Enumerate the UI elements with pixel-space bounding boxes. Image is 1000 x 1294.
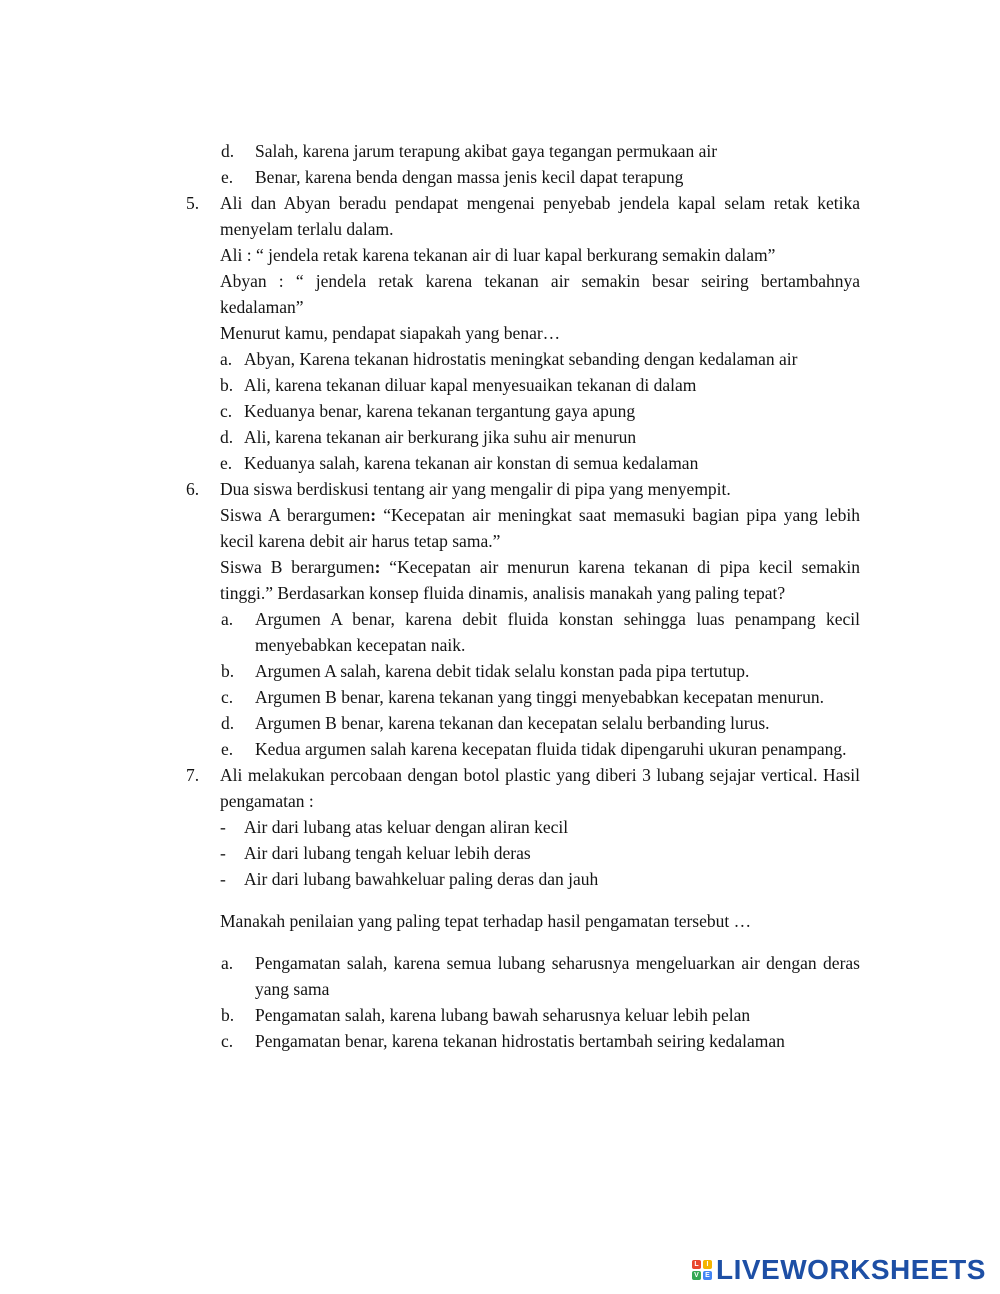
q5-option-a[interactable] (186, 346, 860, 372)
question-5-stem (186, 190, 860, 242)
option-text: Kedua argumen salah karena kecepatan fluida tidak dipengaruhi ukuran penampang. (255, 739, 847, 759)
spacer (186, 892, 860, 908)
q6-student-b-argument (186, 554, 860, 606)
q6-option-e[interactable] (186, 736, 860, 762)
q7-question: Manakah penilaian yang paling tepat terhadap hasil pengamatan tersebut … (220, 911, 752, 931)
q6-student-a-argument (186, 502, 860, 554)
q7-option-b[interactable] (186, 1002, 860, 1028)
logo-mark-tile: V (692, 1271, 701, 1280)
option-label: e. (220, 453, 233, 473)
option-label: c. (221, 687, 234, 707)
q7-observation (186, 840, 860, 866)
option-label: a. (221, 953, 234, 973)
student-b-text: “Kecepatan air menurun karena tekanan di pipa kecil semakin tinggi.” Berdasarkan konsep fluida dinamis, analisis manakah yang paling tepat? (220, 557, 860, 603)
question-text: Dua siswa berdiskusi tentang air yang mengalir di pipa yang menyempit. (220, 479, 731, 499)
q7-option-c[interactable] (186, 1028, 860, 1054)
student-b-prefix: Siswa B berargumen (220, 557, 375, 577)
question-text: Ali melakukan percobaan dengan botol plastic yang diberi 3 lubang sejajar vertical. Hasil pengamatan : (220, 765, 860, 811)
option-label: e. (221, 167, 234, 187)
q5-option-d[interactable] (186, 424, 860, 450)
option-text: Benar, karena benda dengan massa jenis kecil dapat terapung (255, 167, 684, 187)
option-text: Pengamatan benar, karena tekanan hidrostatis bertambah seiring kedalaman (255, 1031, 785, 1051)
question-list (186, 138, 860, 1054)
q4-option-e[interactable] (186, 164, 860, 190)
q6-option-c[interactable] (186, 684, 860, 710)
logo-mark-tile: E (703, 1271, 712, 1280)
question-number: 7. (186, 765, 200, 785)
bullet-dash: - (220, 869, 226, 889)
question-7-stem (186, 762, 860, 814)
option-label: b. (220, 375, 234, 395)
option-text: Argumen A benar, karena debit fluida konstan sehingga luas penampang kecil menyebabkan kecepatan naik. (255, 609, 860, 655)
bullet-dash: - (220, 817, 226, 837)
option-label: b. (221, 1005, 235, 1025)
question-6-stem (186, 476, 860, 502)
liveworksheets-logo[interactable] (692, 1255, 986, 1285)
spacer (186, 934, 860, 950)
option-text: Argumen A salah, karena debit tidak selalu konstan pada pipa tertutup. (255, 661, 750, 681)
logo-mark-icon (692, 1260, 712, 1280)
q5-option-b[interactable] (186, 372, 860, 398)
observation-text: Air dari lubang bawahkeluar paling deras dan jauh (244, 869, 599, 889)
option-text: Ali, karena tekanan diluar kapal menyesuaikan tekanan di dalam (244, 375, 697, 395)
option-text: Argumen B benar, karena tekanan yang tinggi menyebabkan kecepatan menurun. (255, 687, 824, 707)
option-label: d. (221, 141, 235, 161)
option-label: c. (221, 1031, 234, 1051)
q4-option-d[interactable] (186, 138, 860, 164)
option-label: c. (220, 401, 233, 421)
q5-ali-statement: Ali : “ jendela retak karena tekanan air di luar kapal berkurang semakin dalam” (220, 245, 776, 265)
option-label: b. (221, 661, 235, 681)
question-number: 6. (186, 479, 200, 499)
logo-text: LIVEWORKSHEETS (716, 1254, 986, 1285)
q7-option-a[interactable] (186, 950, 860, 1002)
q5-abyan-statement: Abyan : “ jendela retak karena tekanan air semakin besar seiring bertambahnya kedalaman” (220, 271, 860, 317)
q7-observation (186, 866, 860, 892)
q6-option-b[interactable] (186, 658, 860, 684)
option-label: e. (221, 739, 234, 759)
student-a-colon: : (370, 505, 377, 525)
option-text: Abyan, Karena tekanan hidrostatis meningkat sebanding dengan kedalaman air (244, 349, 798, 369)
student-b-colon: : (374, 557, 381, 577)
option-text: Pengamatan salah, karena lubang bawah seharusnya keluar lebih pelan (255, 1005, 751, 1025)
question-number: 5. (186, 193, 200, 213)
q6-option-a[interactable] (186, 606, 860, 658)
option-label: a. (221, 609, 234, 629)
observation-text: Air dari lubang atas keluar dengan aliran kecil (244, 817, 569, 837)
option-text: Keduanya salah, karena tekanan air konstan di semua kedalaman (244, 453, 699, 473)
q5-option-e[interactable] (186, 450, 860, 476)
q5-option-c[interactable] (186, 398, 860, 424)
logo-mark-tile: I (703, 1260, 712, 1269)
option-text: Pengamatan salah, karena semua lubang seharusnya mengeluarkan air dengan deras yang sama (255, 953, 860, 999)
question-text: Ali dan Abyan beradu pendapat mengenai penyebab jendela kapal selam retak ketika menyelam terlalu dalam. (220, 193, 860, 239)
option-text: Salah, karena jarum terapung akibat gaya tegangan permukaan air (255, 141, 718, 161)
q7-observation (186, 814, 860, 840)
student-a-text: “Kecepatan air meningkat saat memasuki bagian pipa yang lebih kecil karena debit air harus tetap sama.” (220, 505, 860, 551)
option-label: d. (220, 427, 234, 447)
option-label: a. (220, 349, 233, 369)
q5-question: Menurut kamu, pendapat siapakah yang benar… (220, 323, 561, 343)
student-a-prefix: Siswa A berargumen (220, 505, 371, 525)
option-text: Ali, karena tekanan air berkurang jika suhu air menurun (244, 427, 637, 447)
option-label: d. (221, 713, 235, 733)
option-text: Keduanya benar, karena tekanan tergantung gaya apung (244, 401, 636, 421)
option-text: Argumen B benar, karena tekanan dan kecepatan selalu berbanding lurus. (255, 713, 770, 733)
q6-option-d[interactable] (186, 710, 860, 736)
observation-text: Air dari lubang tengah keluar lebih deras (244, 843, 531, 863)
bullet-dash: - (220, 843, 226, 863)
logo-mark-tile: L (692, 1260, 701, 1269)
